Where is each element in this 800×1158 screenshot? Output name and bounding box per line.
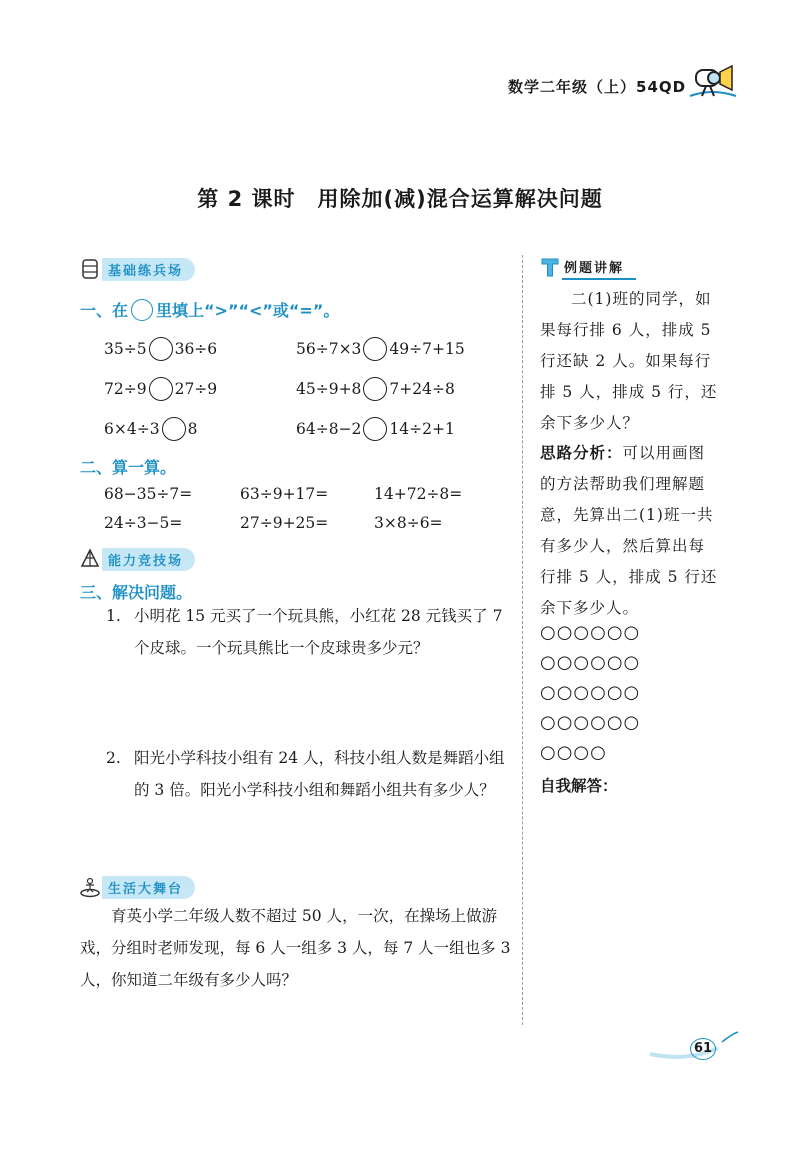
column-divider: [522, 255, 523, 1025]
badge-life-label: 生活大舞台: [102, 876, 195, 899]
problem-text: 阳光小学科技小组有 24 人，科技小组人数是舞蹈小组的 3 倍。阳光小学科技小组和舞蹈小组共有多少人？: [134, 749, 505, 799]
book-title: 数学二年级（上）54QD: [508, 78, 687, 96]
compare-expr: 49÷7+15: [389, 340, 465, 358]
problem-text: 小明花 15 元买了一个玩具熊，小红花 28 元钱买了 7 个皮球。一个玩具熊比一个皮球贵多少元？: [134, 607, 503, 657]
example-problem: 二(1)班的同学，如果每行排 6 人，排成 5 行还缺 2 人。如果每行排 5 人，排成 5 行，还余下多少人？: [540, 290, 718, 432]
analysis-text: 可以用画图的方法帮助我们理解题意，先算出二(1)班一共有多少人，然后算出每行排 5 人，排成 5 行还余下多少人。: [540, 444, 718, 617]
calc-item: 63÷9+17=: [240, 485, 329, 503]
circle-row: ○○○○○○: [540, 682, 641, 703]
answer-circle[interactable]: [162, 417, 186, 441]
compare-expr: 72÷9: [104, 380, 147, 398]
problem-2: [106, 742, 514, 806]
tent-icon: [80, 548, 100, 570]
badge-basic: [80, 256, 195, 282]
compare-expr: 8: [187, 420, 198, 438]
circle-row: ○○○○○○: [540, 622, 641, 643]
stage-icon: [80, 876, 100, 898]
compare-expr: 64÷8−2: [296, 420, 362, 438]
compare-expr: 35÷5: [104, 340, 147, 358]
page-number: 61: [690, 1038, 716, 1060]
life-problem: 育英小学二年级人数不超过 50 人，一次，在操场上做游戏，分组时老师发现，每 6 人一组多 3 人，每 7 人一组也多 3 人，你知道二年级有多少人吗？: [80, 907, 511, 989]
compare-row: [296, 334, 465, 364]
calc-item: 27÷9+25=: [240, 514, 329, 532]
answer-circle[interactable]: [363, 417, 387, 441]
problem-number: 1.: [106, 607, 121, 625]
compare-row: [296, 414, 455, 444]
compare-expr: 45÷9+8: [296, 380, 362, 398]
calc-item: 68−35÷7=: [104, 485, 193, 503]
barrel-icon: [80, 258, 100, 280]
telescope-logo-icon: [686, 62, 738, 104]
self-answer-label: 自我解答：: [540, 777, 618, 795]
badge-life: [80, 874, 195, 900]
section1-title-post: 里填上“>”“<”或“=”。: [156, 301, 340, 320]
badge-ability: [80, 546, 195, 572]
answer-circle[interactable]: [149, 377, 173, 401]
badge-basic-label: 基础练兵场: [102, 258, 195, 281]
calc-item: 14+72÷8=: [374, 485, 463, 503]
lesson-title: 第 2 课时 用除加(减)混合运算解决问题: [197, 187, 603, 211]
badge-example: [540, 254, 636, 280]
compare-expr: 56÷7×3: [296, 340, 362, 358]
calc-item: 24÷3−5=: [104, 514, 183, 532]
compare-row: [104, 374, 217, 404]
compare-row: [104, 334, 217, 364]
section3-title: 三、解决问题。: [80, 583, 193, 602]
compare-expr: 27÷9: [174, 380, 218, 398]
compare-expr: 36÷6: [174, 340, 218, 358]
badge-example-label: 例题讲解: [562, 255, 636, 280]
answer-circle[interactable]: [149, 337, 173, 361]
problem-1: [106, 600, 514, 664]
circle-icon: [131, 299, 153, 321]
problem-number: 2.: [106, 749, 121, 767]
circle-row: ○○○○: [540, 742, 607, 763]
answer-circle[interactable]: [363, 337, 387, 361]
analysis-label: 思路分析：: [540, 444, 623, 462]
section1-title: [80, 298, 339, 321]
calc-item: 3×8÷6=: [374, 514, 443, 532]
answer-circle[interactable]: [363, 377, 387, 401]
compare-expr: 14÷2+1: [389, 420, 455, 438]
compare-expr: 7+24÷8: [389, 380, 455, 398]
section2-title: 二、算一算。: [80, 458, 177, 477]
badge-ability-label: 能力竞技场: [102, 548, 195, 571]
compare-row: [296, 374, 455, 404]
compare-expr: 6×4÷3: [104, 420, 160, 438]
section1-title-pre: 一、在: [80, 301, 129, 320]
t-shape-icon: [540, 256, 560, 278]
circle-row: ○○○○○○: [540, 652, 641, 673]
example-analysis: [540, 438, 718, 624]
circle-row: ○○○○○○: [540, 712, 641, 733]
compare-row: [104, 414, 197, 444]
